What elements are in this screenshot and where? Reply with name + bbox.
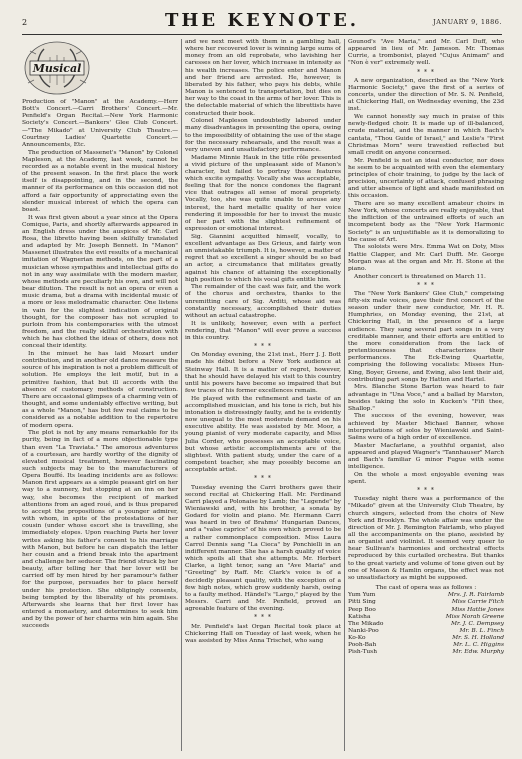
article-paragraph: The production of Massenet's "Manon" by Colonel Mapleson, at the Academy, last week, cannot be recorded as a notable event in the musical history of the present season. In the first place the work itself is disappointing, and in the second, the manner of its performance on this occasion did not afford a fair opportunity of appreciating even the slender musical interest of which the opera can boast. [22, 149, 178, 213]
article-paragraph: The "New York Bankers' Glee Club," comprising fifty-six male voices, gave their first concert of the season under their new conductor, Mr. H. R. Humphries, on Monday evening, the 21st, at Chickering Hall, in the presence of a large audience. They sang several part songs in a very creditable manner, and their efforts are entitled to the more consideration from the lack of pretentiousness that characterizes their performances. The Eck-Ewing Quartette, comprising the following vocalists: Misses Hun-King, Boyer, Greene, and Ewing, also lent their aid, contributing part songs by Hatton and Hartel. [348, 290, 504, 383]
cast-caption: The cast of opera was as follows : [375, 585, 477, 592]
article-paragraph: Colonel Mapleson undoubtedly labored under many disadvantages in presenting the opera, owing to the impossibility of obtaining the use of the stage for the necessary rehearsals, and the result was a very uneven and unsatisfactory performance. [185, 118, 341, 153]
cast-row [348, 599, 504, 606]
cast-role: Yum Yum [348, 592, 376, 599]
column-divider [181, 39, 182, 751]
issue-date: JANUARY 9, 1886. [433, 18, 502, 26]
cast-performer: Miss Norah Greene [445, 613, 504, 620]
cast-performer: Mr. L. C. Higgins [453, 642, 504, 649]
column-1 [22, 39, 178, 751]
cast-role: Pitti Sing [348, 599, 376, 606]
article-paragraph: The soloists were Mrs. Emma Wat on Doty, Miss Hattie Clapper, and Mr. Carl Dufft. Mr. George Morgan was at the organ and Mr. H. Stone at the piano. [348, 244, 504, 272]
column-2 [185, 39, 341, 751]
column-divider [344, 39, 345, 751]
cast-performer: Mr. J. C. Dempsey [450, 620, 504, 627]
cast-row [348, 642, 504, 649]
cast-role: Pooh-Bah [348, 642, 377, 649]
cast-row [348, 614, 504, 621]
article-paragraph: Tuesday night there was a performance of the "Mikado" given at the University Club Theatre, by church singers, selected from the choirs of New York and Brooklyn. The whole affair was under the direction of Mr. J. Remington Fairlamb, who played all the accompaniments on the piano, assisted by an organist and violinist. It seemed very queer to hear Sullivan's harmonies and orchestral effects reproduced by this curtailed orchestra. But thanks to the great variety and volume of tone given out by one of Mason & Hamlin organs, the effect was not so unsatisfactory as might be supposed. [348, 496, 504, 581]
logo-text: Musical [32, 62, 82, 75]
article-paragraph: The remainder of the cast was fair, and the work of the chorus and orchestra, thanks to the unremitting care of Sig. Arditi, whose aid was constantly necessary, accomplished their duties without an actual catastrophe. [185, 284, 341, 319]
masthead-title: THE KEYNOTE. [164, 10, 360, 31]
cast-role: Nanki-Poo [348, 628, 379, 634]
article-paragraph: He played with the refinement and taste of an accomplished musician, and his tone is rich, but his intonation is distressingly faulty, and he is evidently now unequal to the most moderate demand on his executive ability. He was assisted by Mr. Moor, a young pianist of very moderate capacity, and Miss Julia Corder, who possesses an acceptable voice, but whose artistic accomplishments are of the slightest. With patient study, under the care of a competent teacher, she may possibly become an acceptable artist. [185, 395, 341, 474]
article-paragraph: and we next meet with them in a gambling hall, where her recovered lover is winning large sums of money from an old reprobate, who lavishing her caresses on her lover, which increase in intensity as his wealth increases. The police enter and Manon and her friend are arrested. He, however, is liberated by his father, who pays his debts, while Manon is sentenced to transportation, but dies on her way to the coast in the arms of her lover. This is the delectable material of which the librettists have constructed their book. [185, 39, 341, 117]
page-number: 2 [22, 18, 28, 27]
section-separator: * * * [417, 68, 435, 76]
section-separator: * * * [254, 343, 272, 351]
article-paragraph: Sig. Giannini acquitted himself, vocally, to excellent advantage as Des Grieux, and fairly won an unmistakable triumph. It is, however, a matter of regret that so excellent a singer should be so bad an actor, a circumstance that militates greatly against his chance of attaining the exceptionally high position to which his vocal gifts entitle him. [185, 233, 341, 283]
section-separator: * * * [254, 475, 272, 483]
cast-performer: Mr. Edw. Murphy [452, 649, 504, 656]
article-paragraph: Mr. Penfield is not an ideal conductor, nor does he seem to be acquainted with even the elementary principles of choir training, to judge by the lack of precision, uncertainty of attack, confused phrasing and utter absence of light and shade manifested on this occasion. [348, 157, 504, 200]
cast-performer: Mrs. J. R. Fairlamb [447, 592, 504, 599]
article-paragraph: On Monday evening, the 21st inst., Herr J. J. Bott made his début before a New York audience at Steinway Hall. It is a matter of regret, however, that he should have delayed his visit to this country until his powers have become so impaired that but few traces of his former excellences remain. [185, 352, 341, 394]
musical-section-logo [22, 39, 178, 97]
cast-performer: Mr. B. L. Finch [459, 628, 504, 634]
header-rule [22, 34, 502, 35]
article-paragraph: Mr. Penfield's last Organ Recital took place at Chickering Hall on Tuesday of last week, when he was assisted by Miss Anna Trischet, who sang [185, 623, 341, 644]
cast-performer: Miss Carrie Fitch [451, 599, 504, 606]
cast-performer: Mr. S. H. Holland [452, 635, 504, 642]
article-paragraph: It was first given about a year since at the Opera Comique, Paris, and shortly afterwards appeared in an English dress under the auspices of Mr. Carl Rosa, the libretto having been skilfully translated and adapted by Mr. Joseph Bennett. In "Manon" Massenet illustrates the evil results of a mechanical imitation of Wagnerian methods, on the part of a musician whose sympathies and intellectual gifts do not in any way assimilate with the modern master, whose methods are peculiarly his own, and will not bear dilution. The result is not an opera or even a music drama, but a drama with incidental music of a more or less melodramatic character. One listens in vain for the slightest indication of original thought, for the composer has not scrupled to purloin from his contemporaries with the utmost freedom, and the really skilful orchestration with which he has clothed the ideas of others, does not conceal their identity. [22, 214, 178, 350]
article-paragraph: Madame Minnie Hauk in the title rôle presented a vivid picture of the unpleasant side of Manon's character, but failed to portray those features which excite sympathy. Vocally she was acceptable, feeling that for the nonce condones the flagrant vice that outrages all sense of moral propriety. Vocally, too, she was quite unable to arouse any interest, the hard metallic quality of her voice rendering it impossible for her to invest the music of her part with the slightest refinement of expression or emotional interest. [185, 154, 341, 233]
headline: Production of "Manon" at the Academy.—Herr Bott's Concert.—Carri Brothers' Concert.—Mr. Penfield's Organ Recital.—New York Harmonic Society's Concert.—Bankers' Glee Club Concert.—"The Mikado" at University Club Theatre.—Courtney Ladies' Quartette Concert.—Announcements, Etc. [22, 99, 178, 148]
article-paragraph: A new organization, described as the "New York Harmonic Society," gave the first of a series of concerts, under the direction of Mr. S. N. Penfield, at Chickering Hall, on Wednesday evening, the 23d inst. [348, 77, 504, 113]
article-paragraph: On the whole a most enjoyable evening was spent. [348, 471, 504, 485]
page-header [22, 10, 502, 34]
cast-list [348, 585, 504, 657]
article-paragraph: Tuesday evening the Carri brothers gave their second recital at Chickering Hall. Mr. Ferdinand Carri played a Polonaise by Lamb; the "Legende" by Wieniawski and, with his brother, a sonata by Godard for violin and piano. Mr. Hermann Carri was heard in two of Brahms' Hungarian Dances, and a "valse caprice" of his own which proved to be a rather commonplace composition. Miss Laura Carrol Dennis sang "La Cieca" by Ponchielli in an indifferent manner. She has a harsh quality of voice which spoils all that she attempts. Mr. Herbert Clarke, a light tenor, sang an "Ave Maria" and "Greeting" by Raff. Mr. Clark's voice is of a decidedly pleasant quality, with the exception of a few high notes, which grow suddenly harsh, owing to a faulty method. Händel's "Largo," played by the Messrs. Carri and Mr. Penfield, proved an agreeable feature of the evening. [185, 484, 341, 613]
article-paragraph: It is unlikely, however, even with a perfect rendering, that "Manon" will ever prove a success in this country. [185, 320, 341, 341]
section-separator: * * * [417, 487, 435, 495]
article-paragraph: In the minuet he has laid Mozart under contribution, and in another old dance measure the source of his inspiration is not a problem difficult of solution. He employs the leit motif, but in a primitive fashion, that but ill accords with the absence of customary methods of construction. There are occasional glimpses of a charming vein of thought, and some undeniably effective writing, but as a whole "Manon," has but few real claims to be considered as a notable addition to the repertoire of modern opera. [22, 350, 178, 429]
article-paragraph: Mrs. Blanche Stone Barton was heard to fair advantage in "Una Voce," and a ballad by Marston, besides taking the solo in Kucken's "Fifi thee, Shallop." [348, 384, 504, 412]
section-separator: * * * [417, 281, 435, 289]
cast-role: Katisha [348, 613, 371, 620]
cast-role: Pish-Tush [348, 649, 377, 656]
column-3 [348, 39, 504, 751]
article-paragraph: Master Macfarlane, a youthful organist, also appeared and played Wagner's "Tannhauser" March and Bach's familiar G minor Fugue with some intelligence. [348, 442, 504, 471]
cast-row [348, 592, 504, 599]
article-paragraph: The plot is not by any means remarkable for its purity, being in fact of a more objectionable type than even "La Traviata." The amorous adventures of a courtesan, are hardly worthy of the dignity of elevated musical treatment, however fascinating such subjects may be to the manufacturers of Opera Bouffé. Its leading incidents are as follows: Manon first appears as a simple peasant girl on her way to a nunnery, but stopping at an inn on her way, she becomes the recipient of marked attentions from an aged roué, and is thus prepared to accept the propositions of a younger admirer, with whom, in spite of the protestations of her cousin (under whose escort she is travelling, she immediately elopes. Upon reaching Paris her lover writes asking his father's consent to his marriage with Manon, but before he can dispatch the letter her cousin and a friend break into the apartment and challenge her seducer. The friend struck by her beauty, after telling her that her lover will be carried off by men hired by her paramour's father for the purpose, persuades her to place herself under his protection. She obligingly consents, being tempted by the liberality of his promises. Afterwards she learns that her first lover has entered a monastery, and determines to seek him and by the power of her charms win him again. She succeeds [22, 430, 178, 630]
lyre-ornament-icon [22, 39, 92, 97]
cast-row [348, 635, 504, 642]
article-paragraph: Gounod's "Ave Maria," and Mr. Carl Duff, who appeared in lieu of Mr. Jameson. Mr. Thomas Currie, a trombonist, played "Cujus Animam" and "Non è ver" extremely well. [348, 39, 504, 67]
cast-row [348, 607, 504, 614]
cast-performer: Miss Hattie Jones [451, 606, 504, 613]
cast-row [348, 628, 504, 635]
section-separator: * * * [254, 614, 272, 622]
cast-row [348, 649, 504, 656]
cast-role: The Mikado [348, 620, 384, 627]
cast-role: Peep Boo [348, 606, 376, 613]
article-paragraph: Another concert is threatened on March 11. [354, 273, 486, 280]
article-paragraph: There are so many excellent amateur choirs in New York, whose concerts are really enjoyable, that the infliction of the untrained efforts of such an incompetent body as the "New York Harmonic Society" is an unjustifiable as it is demoralizing to the cause of Art. [348, 200, 504, 243]
cast-role: Ko-Ko [348, 635, 366, 642]
cast-row [348, 621, 504, 628]
article-paragraph: We cannot honestly say much in praise of this newly-fledged choir. It is made up of ill-balanced, crude material, and the manner in which Bach's cantata, "Thou Guide of Israel," and Leslie's "First Christmas Morn" were travestied reflected but small credit on anyone concerned. [348, 114, 504, 156]
article-paragraph: The success of the evening, however, was achieved by Master Michael Banner, whose interpretations of solos by Wieniawski and Saint-Saëns were of a high order of excellence. [348, 413, 504, 441]
